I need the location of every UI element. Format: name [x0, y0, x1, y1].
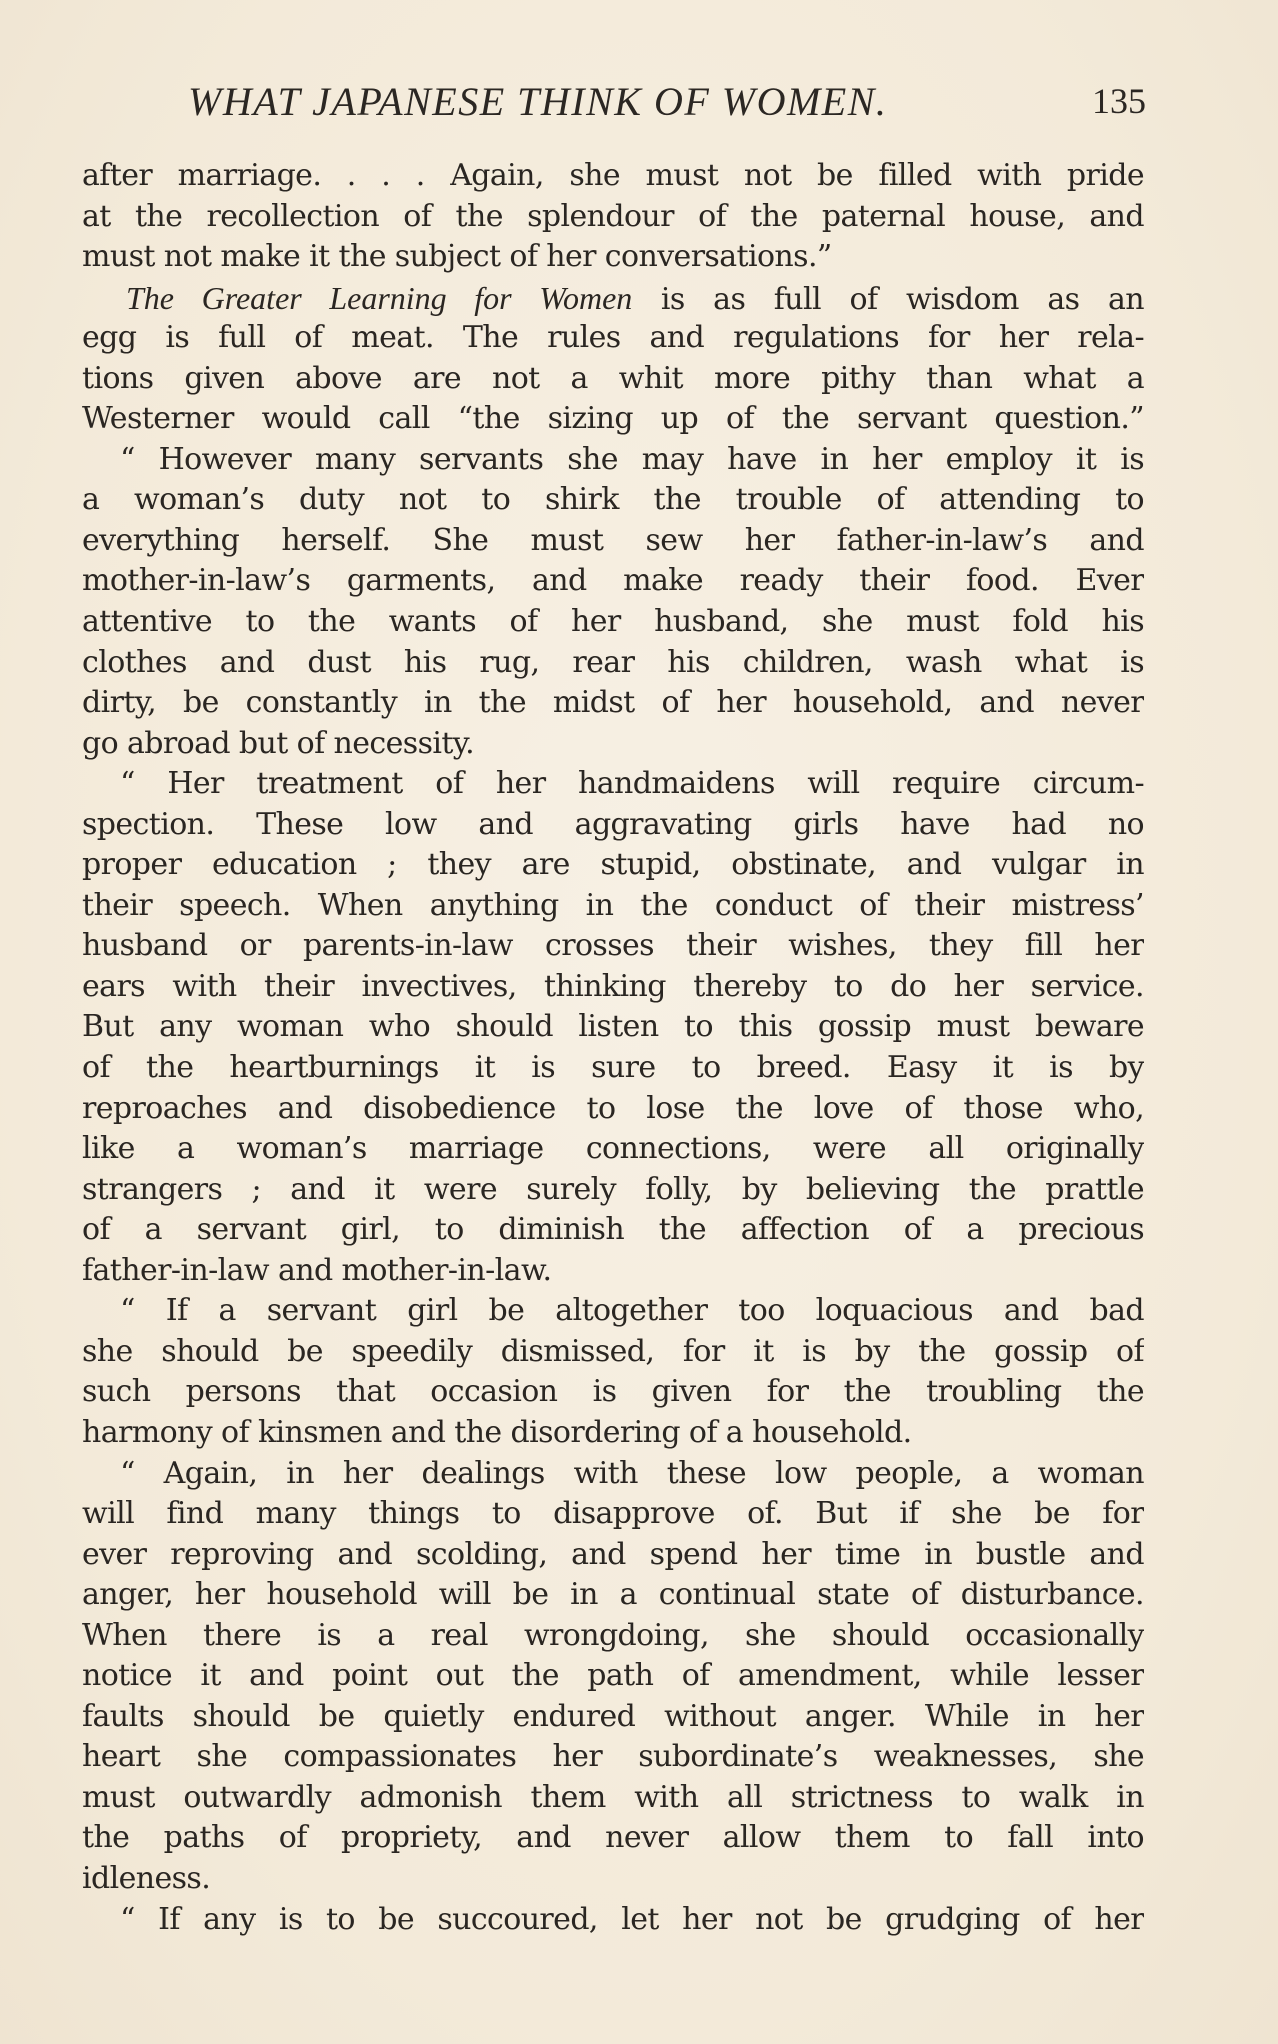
text-line: strangers ; and it were surely folly, by believing the prattle	[82, 1171, 1144, 1207]
text-line: like a woman’s marriage connections, were all originally	[82, 1131, 1144, 1167]
text-line: egg is full of meat. The rules and regulations for her rela-	[82, 320, 1144, 356]
text-line	[82, 278, 1144, 319]
text-line: notice it and point out the path of amendment, while lesser	[82, 1658, 1144, 1694]
text-line: proper education ; they are stupid, obstinate, and vulgar in	[82, 847, 1144, 883]
text-line: at the recollection of the splendour of the paternal house, and	[82, 198, 1144, 234]
text-line: father-in-law and mother-in-law.	[82, 1252, 552, 1288]
text-line: heart she compassionates her subordinate’s weaknesses, she	[82, 1739, 1144, 1775]
text-line: clothes and dust his rug, rear his children, wash what is	[82, 644, 1144, 680]
text-line: faults should be quietly endured without anger. While in her	[82, 1698, 1144, 1734]
text-line: Westerner would call “the sizing up of the servant question.”	[82, 401, 1144, 437]
text-line: of a servant girl, to diminish the affection of a precious	[82, 1212, 1144, 1248]
text-line: such persons that occasion is given for the troubling the	[82, 1374, 1144, 1410]
page-number: 135	[1092, 81, 1146, 121]
text-line: ever reproving and scolding, and spend her time in bustle and	[82, 1536, 1144, 1572]
text-line: a woman’s duty not to shirk the trouble of attending to	[82, 482, 1144, 518]
text-line: idleness.	[82, 1860, 211, 1896]
text-line: husband or parents-in-law crosses their wishes, they fill her	[82, 928, 1144, 964]
text-line: after marriage. . . . Again, she must not be filled with pride	[82, 158, 1144, 193]
text-line: dirty, be constantly in the midst of her household, and never	[82, 685, 1144, 721]
text-line-rest: is as full of wisdom as an	[660, 281, 1144, 317]
text-line: “ Her treatment of her handmaidens will require circum-	[120, 766, 1144, 802]
text-line: “ If any is to be succoured, let her not be grudging of her	[120, 1901, 1144, 1937]
text-line: of the heartburnings it is sure to breed. Easy it is by	[82, 1050, 1144, 1086]
text-line: When there is a real wrongdoing, she should occasionally	[82, 1617, 1144, 1653]
running-head	[80, 78, 1146, 128]
running-title: WHAT JAPANESE THINK OF WOMEN.	[188, 79, 888, 124]
text-line: “ However many servants she may have in her employ it is	[120, 441, 1144, 477]
text-line: reproaches and disobedience to lose the love of those who,	[82, 1090, 1144, 1126]
text-line: “ If a servant girl be altogether too loquacious and bad	[120, 1293, 1144, 1329]
text-line: the paths of propriety, and never allow them to fall into	[82, 1820, 1144, 1856]
text-line: “ Again, in her dealings with these low people, a woman	[120, 1455, 1144, 1491]
text-line: will find many things to disapprove of. But if she be for	[82, 1496, 1144, 1532]
text-line: spection. These low and aggravating girls have had no	[82, 806, 1144, 842]
text-line: mother-in-law’s garments, and make ready their food. Ever	[82, 563, 1144, 599]
text-line: anger, her household will be in a continual state of disturbance.	[82, 1577, 1144, 1613]
text-line: But any woman who should listen to this gossip must beware	[82, 1009, 1144, 1045]
text-line: attentive to the wants of her husband, she must fold his	[82, 604, 1144, 640]
text-line: must not make it the subject of her conversations.”	[82, 239, 832, 275]
text-line: ears with their invectives, thinking thereby to do her service.	[82, 968, 1144, 1004]
text-line: must outwardly admonish them with all strictness to walk in	[82, 1779, 1144, 1815]
text-line: she should be speedily dismissed, for it is by the gossip of	[82, 1333, 1144, 1369]
text-line: tions given above are not a whit more pithy than what a	[82, 360, 1144, 396]
text-line: their speech. When anything in the conduct of their mistress’	[82, 887, 1144, 923]
text-line: harmony of kinsmen and the disordering of a household.	[82, 1414, 912, 1450]
body-text	[82, 156, 1144, 1940]
book-title: The Greater Learning for Women	[126, 279, 633, 316]
text-line: everything herself. She must sew her father-in-law’s and	[82, 522, 1144, 558]
text-line: go abroad but of necessity.	[82, 725, 475, 761]
